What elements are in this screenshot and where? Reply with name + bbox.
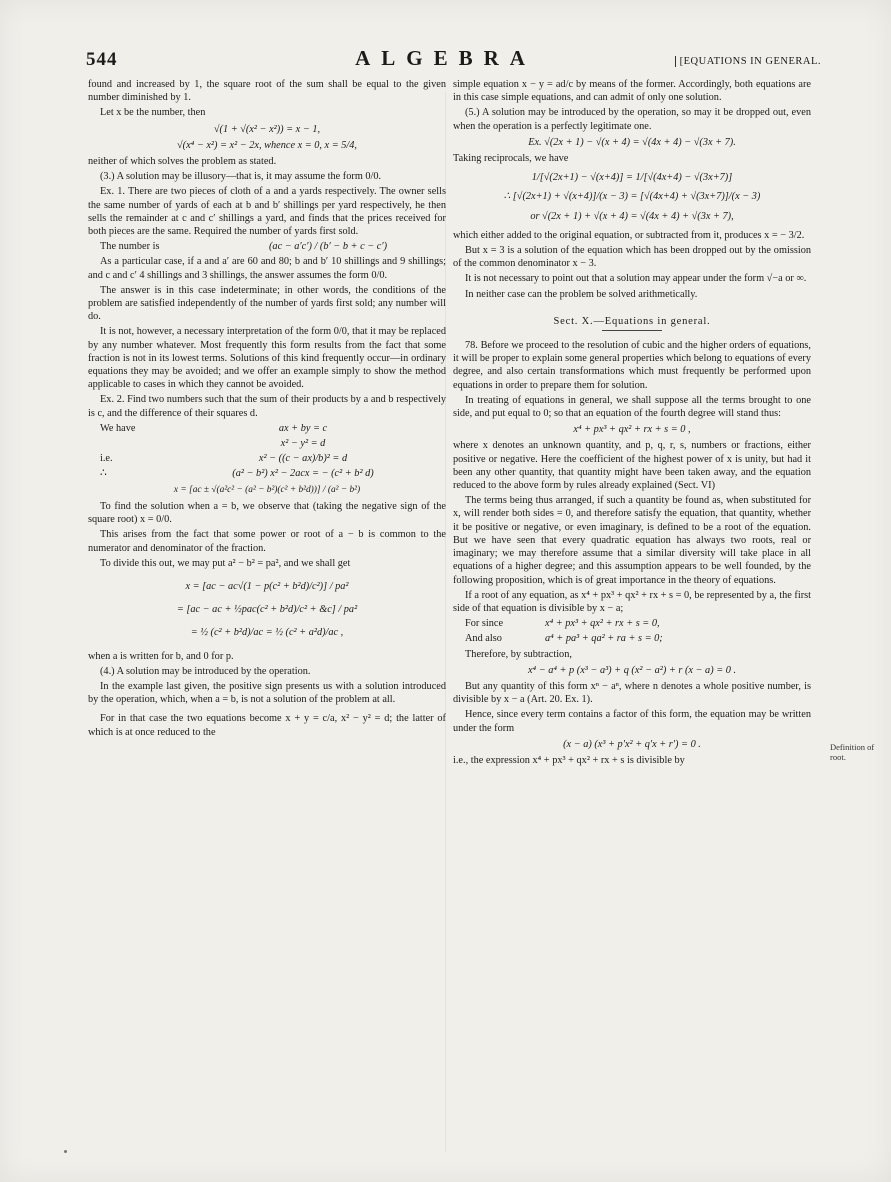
paragraph: But x = 3 is a solution of the equation which has been dropped out by the omission of the common denominator x − 3. — [453, 245, 811, 270]
equation: √(1 + √(x² − x²)) = x − 1, — [213, 123, 321, 135]
paragraph: For in that case the two equations become x + y = c/a, x² − y² = d; the latter of which is at once reduced to the — [88, 713, 446, 738]
paragraph: Ex. 2. Find two numbers such that the sum of their products by a and b respectively is c, and the difference of their squares d. — [88, 394, 446, 419]
equation: or √(2x + 1) + √(x + 4) = √(4x + 4) + √(3x + 7), — [530, 210, 734, 222]
equation: x² − ((c − ax)/b)² = d — [258, 453, 348, 465]
paragraph: To find the solution when a = b, we observe that (taking the negative sign of the square root) x = 0/0. — [88, 500, 446, 526]
equation: = [ac − ac + ½pac(c² + b²d)/c² + &c] / pa² — [176, 604, 358, 616]
paragraph: where x denotes an unknown quantity, and p, q, r, s, numbers or fractions, either positive or negative. Here the coefficient of the highest power of x is unity, but had it been any other quantity, that quantity might have been taken away, and the equation reduced to the above form by rules already explained (Sect. VI) — [453, 440, 811, 492]
paragraph: It is not necessary to point out that a solution may appear under the form √−a or ∞. — [465, 273, 807, 285]
equation-row — [453, 632, 811, 645]
equation: = ½ (c² + b²d)/ac = ½ (c² + a²d)/ac , — [190, 627, 344, 639]
paragraph: 78. Before we proceed to the resolution of cubic and the higher orders of equations, it will be proper to explain some general properties which belong to equations of every degree, and also certain transformations which must frequently be performed upon equations in order to prepare them for solution. — [453, 340, 811, 391]
equation: Ex. √(2x + 1) − √(x + 4) = √(4x + 4) − √(3x + 7). — [528, 136, 736, 148]
right-column — [453, 78, 811, 769]
equation-row — [88, 452, 446, 465]
paragraph: neither of which solves the problem as stated. — [88, 156, 277, 168]
margin-note: Definition of root. — [830, 742, 875, 762]
equation-label: ∴ — [100, 468, 107, 480]
paragraph: Hence, since every term contains a factor of this form, the equation may be written under the form — [453, 709, 811, 734]
paragraph: This arises from the fact that some power or root of a − b is common to the numerator and denominator of the fraction. — [88, 529, 446, 554]
equation: (ac − a′c′) / (b′ − b + c − c′) — [269, 241, 387, 253]
section-heading: Sect. X.—Equations in general. — [453, 315, 811, 331]
paragraph: Ex. 1. There are two pieces of cloth of a and a yards respectively. The owner sells the same number of yards of each at b and b′ shillings per yard respectively, he then sells the remainder at c and c′ shillings a yard, and finds that the prices received for both pieces are the same. Required the number of yards first sold. — [88, 186, 446, 238]
equation: x⁴ + px³ + qx² + rx + s = 0 , — [573, 424, 691, 436]
paragraph: If a root of any equation, as x⁴ + px³ + qx² + rx + s = 0, be represented by a, the first side of that equation is divisible by x − a; — [453, 589, 811, 614]
equation-label: The number is — [100, 241, 160, 253]
equation-label — [88, 437, 160, 450]
paragraph: The answer is in this case indeterminate; in other words, the conditions of the problem are satisfied independently of the number of yards first sold; any number will do. — [88, 284, 446, 323]
equation: x² − y² = d — [280, 438, 326, 450]
paragraph: Let x be the number, then — [100, 107, 206, 119]
paragraph: Taking reciprocals, we have — [453, 153, 569, 165]
equation: √(x⁴ − x²) = x² − 2x, whence x = 0, x = 5/4, — [177, 139, 357, 151]
equation: x = [ac ± √(a²c² − (a² − b²)(c² + b²d))] / (a² − b²) — [173, 484, 361, 495]
running-section: [EQUATIONS IN GENERAL. — [675, 56, 821, 67]
equation-label: For since — [465, 618, 504, 630]
paragraph: i.e., the expression x⁴ + px³ + qx² + rx + s is divisible by — [453, 754, 685, 766]
paragraph: To divide this out, we may put a² − b² = pa², and we shall get — [100, 557, 351, 569]
equation: ax + by = c — [278, 422, 328, 434]
equation: x⁴ + px³ + qx² + rx + s = 0, — [545, 618, 660, 630]
page-speck — [64, 1150, 67, 1153]
equation: 1/[√(2x+1) − √(x+4)] = 1/[√(4x+4) − √(3x+7)] — [531, 172, 733, 184]
left-column — [88, 78, 446, 741]
equation-label: i.e. — [100, 453, 113, 465]
equation-label: We have — [100, 422, 136, 434]
equation-row — [88, 422, 446, 435]
paragraph: But any quantity of this form xⁿ − aⁿ, where n denotes a whole positive number, is divisible by x − a (Art. 20. Ex. 1). — [453, 680, 811, 706]
paragraph: It is not, however, a necessary interpretation of the form 0/0, that it may be replaced by any number whatever. Most frequently this form results from the fact that some fraction is not in its lowest terms. Solutions of this kind frequently occur—in ordinary equations they may be avoided; and we offer an example simply to show the method applicable to cases in which they cannot be avoided. — [88, 326, 446, 391]
equation: ∴ [√(2x+1) + √(x+4)]/(x − 3) = [√(4x+4) + √(3x+7)]/(x − 3) — [503, 191, 761, 203]
equation: x⁴ − a⁴ + p (x³ − a³) + q (x² − a²) + r (x − a) = 0 . — [527, 664, 737, 676]
equation: (x − a) (x³ + p′x² + q′x + r′) = 0 . — [563, 738, 701, 750]
running-title: ALGEBRA — [355, 46, 536, 70]
page-number: 544 — [86, 49, 118, 70]
paragraph: Therefore, by subtraction, — [465, 648, 572, 660]
paragraph: (4.) A solution may be introduced by the operation. — [100, 665, 311, 677]
equation-label: And also — [465, 633, 502, 645]
page-header — [0, 44, 891, 78]
paragraph: when a is written for b, and 0 for p. — [88, 650, 234, 662]
paragraph: The terms being thus arranged, if such a quantity be found as, when substituted for x, will render both sides = 0, and therefore satisfy the equation, that quantity, whether it be positive or negative, or even imaginary, is defined to be a root of the equation. But we have seen that every quadratic equation has always two roots, real or imaginary; we may therefore assume that a similar diversity will take place in all equations of a higher degree; and this assumption appears to be well founded, by the following proposition, which is of great importance in the theory of equations. — [453, 495, 811, 586]
paragraph: As a particular case, if a and a′ are 60 and 80; b and b′ 10 shillings and 9 shillings; and c and c′ 4 shillings and 3 shillings, the answer assumes the form 0/0. — [88, 256, 446, 281]
paragraph: In the example last given, the positive sign presents us with a solution introduced by the operation, which, when a = b, is not a solution of the problem at all. — [88, 680, 446, 706]
equation: x = [ac − ac√(1 − p(c² + b²d)/c²)] / pa² — [185, 580, 349, 592]
equation: a⁴ + pa³ + qa² + ra + s = 0; — [545, 633, 663, 645]
equation-row — [453, 617, 811, 630]
paragraph: which either added to the original equation, or subtracted from it, produces x = − 3/2. — [453, 229, 805, 241]
equation-row — [88, 467, 446, 480]
equation-row — [88, 240, 446, 253]
paragraph: simple equation x − y = ad/c by means of the former. Accordingly, both equations are in this case simple equations, and can admit of only one solution. — [453, 79, 811, 104]
equation: (a² − b²) x² − 2acx = − (c² + b² d) — [232, 468, 374, 480]
paragraph: (3.) A solution may be illusory—that is, it may assume the form 0/0. — [100, 171, 382, 183]
paragraph: In neither case can the problem be solved arithmetically. — [465, 288, 698, 300]
paragraph: In treating of equations in general, we shall suppose all the terms brought to one side, and put equal to 0; so that an equation of the fourth degree will stand thus: — [453, 394, 811, 420]
paragraph: (5.) A solution may be introduced by the operation, so may it be dropped out, even when the operation is a perfectly legitimate one. — [453, 107, 811, 132]
paragraph: found and increased by 1, the square root of the sum shall be equal to the given number diminished by 1. — [88, 79, 446, 104]
equation-row — [88, 437, 446, 450]
